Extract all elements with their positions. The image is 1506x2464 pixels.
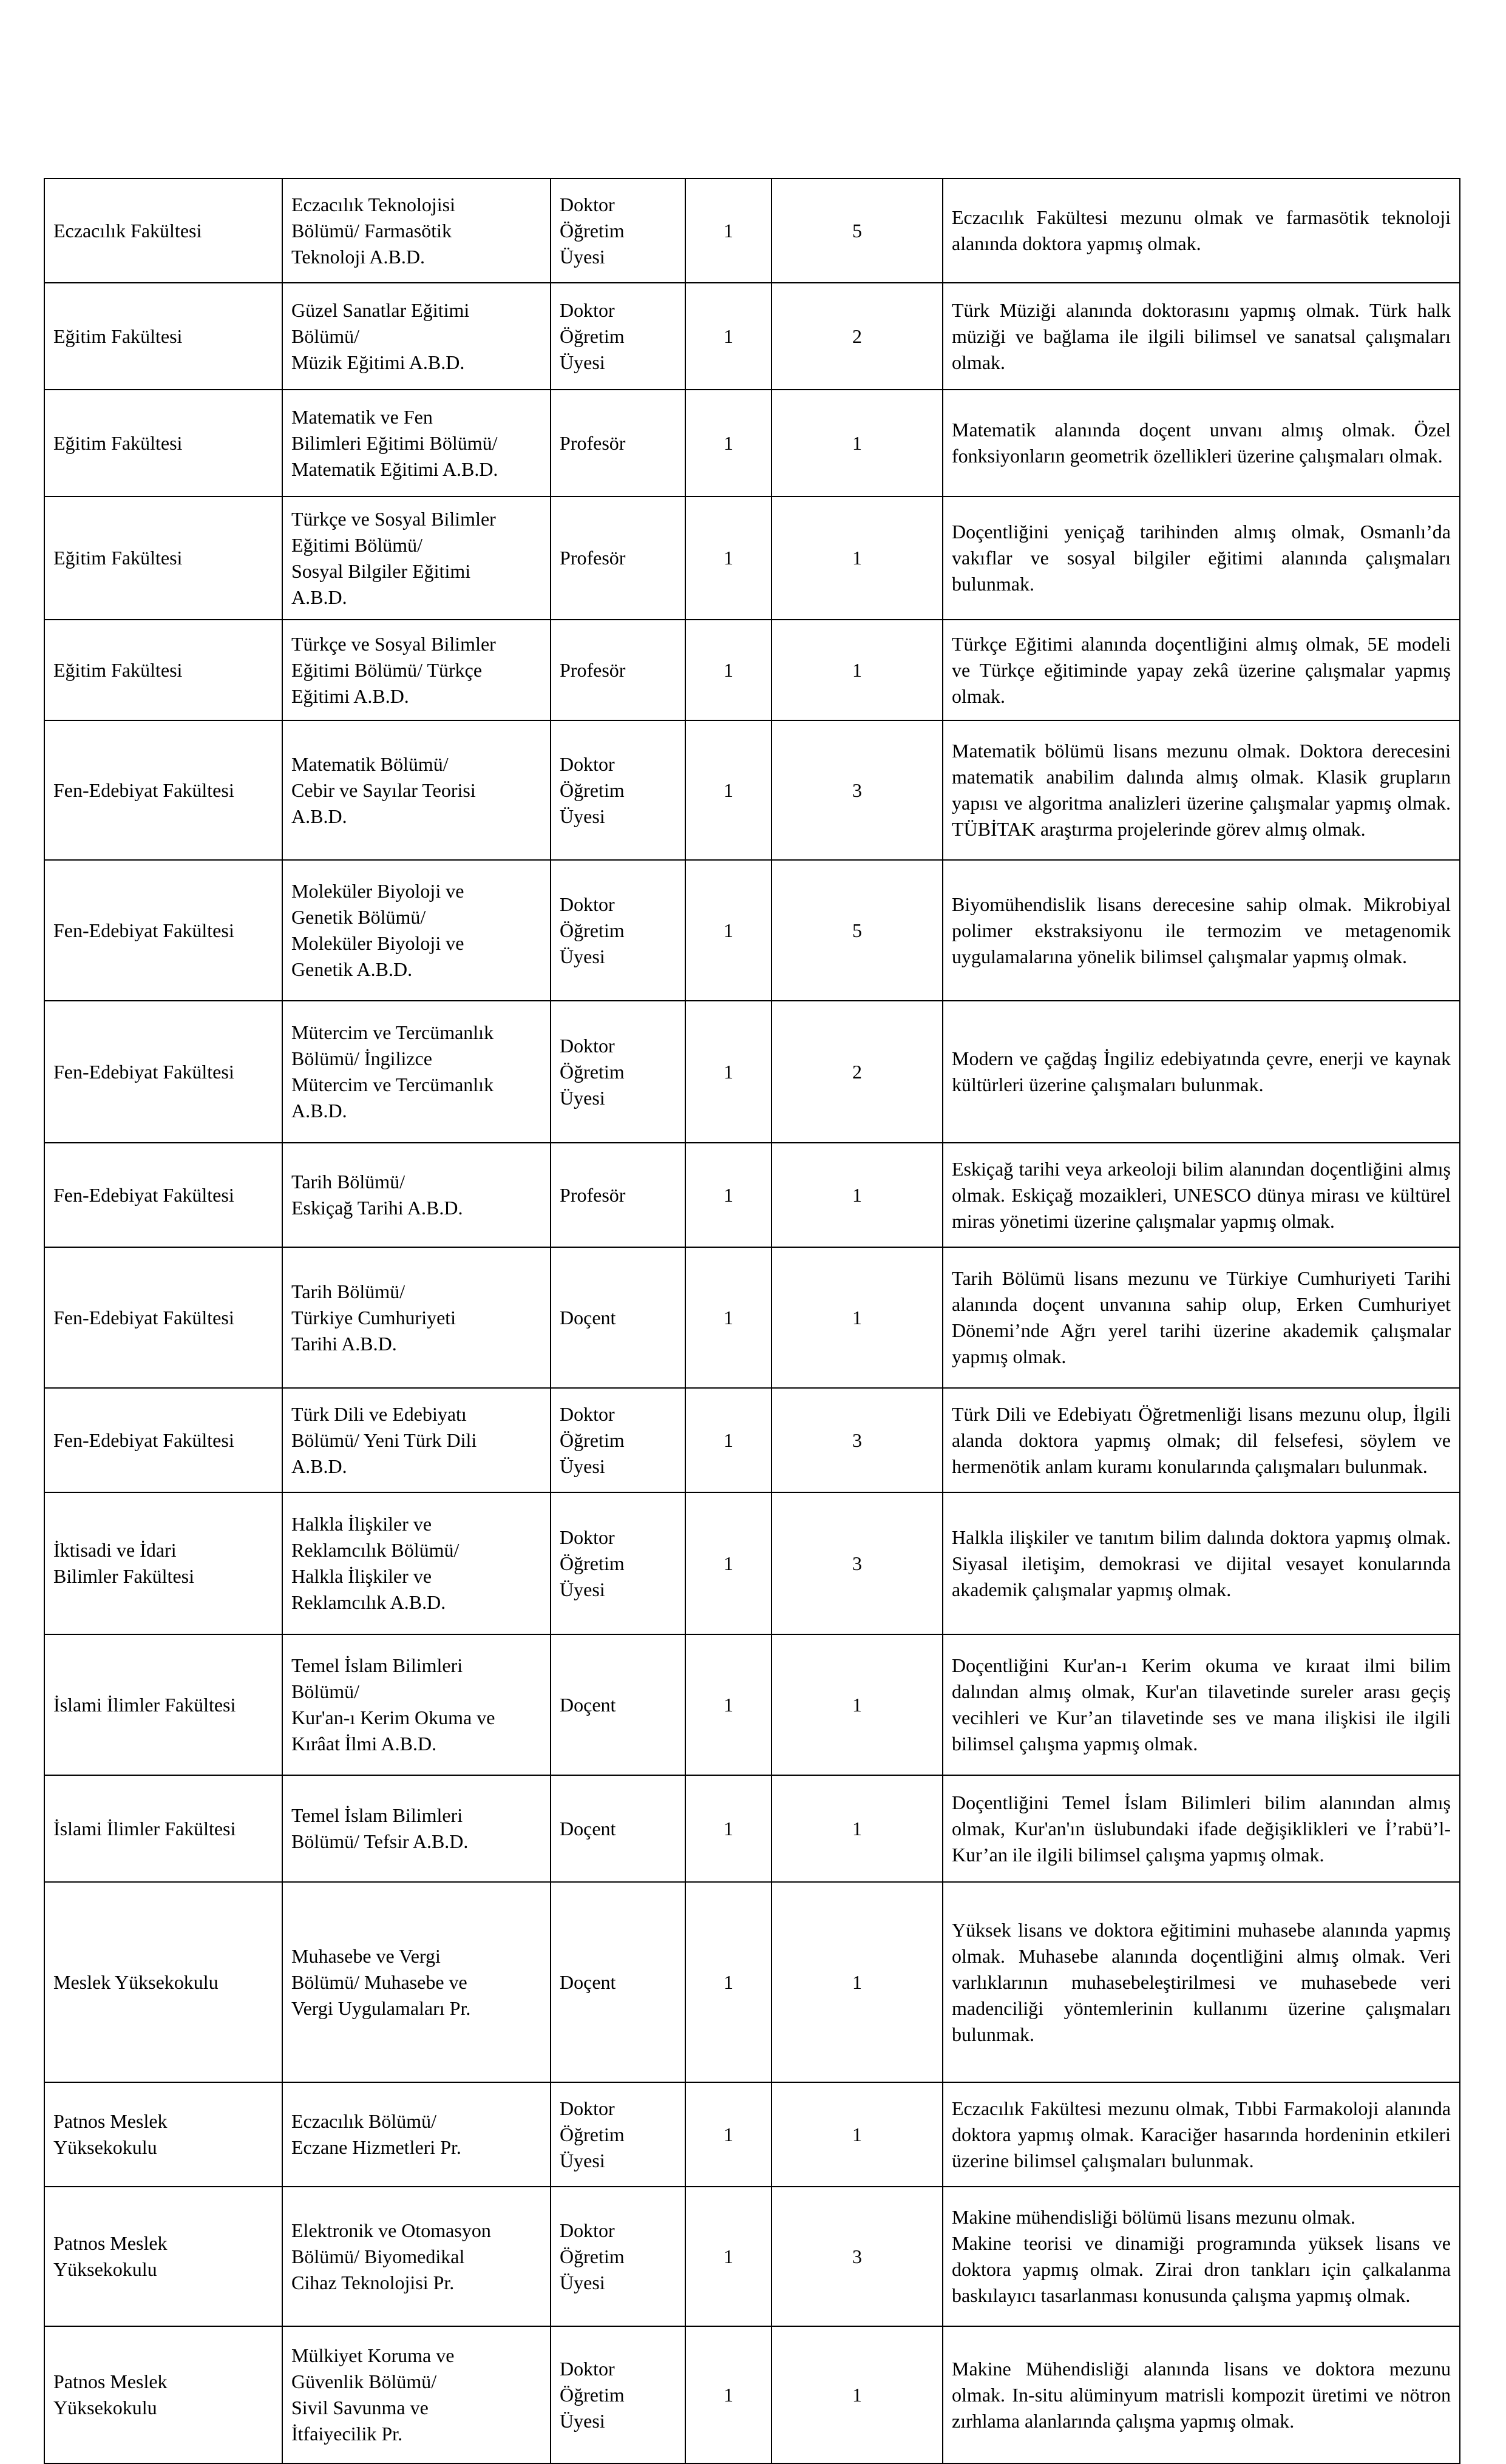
description-cell bbox=[943, 860, 1460, 1001]
title-cell bbox=[551, 2082, 685, 2187]
title-line: Öğretim bbox=[560, 1552, 625, 1574]
department-line: Mütercim ve Tercümanlık bbox=[291, 1074, 494, 1095]
title-line: Öğretim bbox=[560, 919, 625, 941]
table-row bbox=[44, 1247, 1460, 1388]
department-line: Cebir ve Sayılar Teorisi bbox=[291, 779, 476, 801]
description-cell bbox=[943, 1388, 1460, 1492]
description-line: Doçentliğini yeniçağ tarihinden almış olmak, Osmanlı’da vakıflar ve sosyal bilgiler eğitimi alanında çalışmaları bulunmak. bbox=[952, 521, 1451, 595]
department-cell bbox=[282, 390, 551, 496]
department-line: Moleküler Biyoloji ve bbox=[291, 880, 464, 902]
table-row bbox=[44, 1388, 1460, 1492]
count-cell-1: 1 bbox=[685, 178, 772, 283]
department-line: Kur'an-ı Kerim Okuma ve bbox=[291, 1707, 495, 1728]
table-row bbox=[44, 620, 1460, 720]
department-line: Genetik A.B.D. bbox=[291, 958, 413, 980]
department-line: Bölümü/ Farmasötik bbox=[291, 219, 452, 242]
table-body bbox=[44, 178, 1460, 2463]
description-cell bbox=[943, 178, 1460, 283]
faculty-cell bbox=[44, 720, 282, 860]
department-cell bbox=[282, 1247, 551, 1388]
title-cell bbox=[551, 620, 685, 720]
title-line: Üyesi bbox=[560, 1578, 605, 1600]
description-line: Eskiçağ tarihi veya arkeoloji bilim alanından doçentliğini almış olmak. Eskiçağ mozaikleri, UNESCO dünya mirası ve kültürel miras yönetimi üzerine çalışmalar yapmış olmak. bbox=[952, 1157, 1451, 1232]
title-line: Öğretim bbox=[560, 1429, 625, 1451]
department-cell bbox=[282, 1775, 551, 1882]
title-line: Doktor bbox=[560, 2357, 615, 2380]
table-row bbox=[44, 1882, 1460, 2082]
faculty-cell bbox=[44, 496, 282, 620]
description-cell bbox=[943, 1143, 1460, 1247]
department-line: Halkla İlişkiler ve bbox=[291, 1565, 432, 1587]
title-line: Doktor bbox=[560, 299, 615, 321]
count-cell-1: 1 bbox=[685, 390, 772, 496]
faculty-line: Patnos Meslek bbox=[53, 2110, 168, 2132]
title-line: Doktor bbox=[560, 893, 615, 915]
faculty-cell bbox=[44, 2187, 282, 2326]
description-cell bbox=[943, 1001, 1460, 1143]
department-cell bbox=[282, 720, 551, 860]
faculty-line: Eğitim Fakültesi bbox=[53, 432, 183, 454]
description-line: Halkla ilişkiler ve tanıtım bilim dalında doktora yapmış olmak. Siyasal iletişim, demokrasi ve dijital vesayet konularında akademik çalışmalar yapmış olmak. bbox=[952, 1526, 1451, 1600]
description-cell bbox=[943, 390, 1460, 496]
count-cell-1: 1 bbox=[685, 1775, 772, 1882]
department-line: Eskiçağ Tarihi A.B.D. bbox=[291, 1197, 463, 1219]
faculty-cell bbox=[44, 1634, 282, 1775]
department-line: Eczacılık Teknolojisi bbox=[291, 193, 455, 215]
title-cell bbox=[551, 1775, 685, 1882]
department-line: Mülkiyet Koruma ve bbox=[291, 2344, 455, 2366]
title-line: Öğretim bbox=[560, 325, 625, 347]
description-line: Türkçe Eğitimi alanında doçentliğini almış olmak, 5E modeli ve Türkçe eğitiminde yapay zekâ üzerine çalışmalar yapmış olmak. bbox=[952, 632, 1451, 707]
department-cell bbox=[282, 1001, 551, 1143]
table-row bbox=[44, 178, 1460, 283]
title-cell bbox=[551, 1247, 685, 1388]
department-line: Vergi Uygulamaları Pr. bbox=[291, 1997, 471, 2019]
count-cell-2: 2 bbox=[772, 1001, 943, 1143]
description-line: Makine teorisi ve dinamiği programında yüksek lisans ve doktora yapmış olmak. Zirai dron tankları için çalkalanma baskılayıcı tasarlanması konusunda çalışma yapmış olmak. bbox=[952, 2232, 1451, 2306]
faculty-line: Fen-Edebiyat Fakültesi bbox=[53, 919, 234, 941]
title-cell bbox=[551, 1634, 685, 1775]
faculty-line: Yüksekokulu bbox=[53, 2258, 157, 2280]
faculty-line: Eğitim Fakültesi bbox=[53, 547, 183, 569]
count-cell-2: 2 bbox=[772, 283, 943, 390]
faculty-line: İslami İlimler Fakültesi bbox=[53, 1693, 236, 1716]
count-cell-1: 1 bbox=[685, 1388, 772, 1492]
title-line: Öğretim bbox=[560, 2383, 625, 2406]
count-cell-1: 1 bbox=[685, 1492, 772, 1634]
faculty-line: Fen-Edebiyat Fakültesi bbox=[53, 1183, 234, 1206]
description-cell bbox=[943, 2187, 1460, 2326]
description-cell bbox=[943, 620, 1460, 720]
title-line: Doktor bbox=[560, 1034, 615, 1057]
department-line: Matematik ve Fen bbox=[291, 405, 433, 428]
title-line: Doktor bbox=[560, 2219, 615, 2241]
department-line: A.B.D. bbox=[291, 805, 347, 827]
description-line: Modern ve çağdaş İngiliz edebiyatında çevre, enerji ve kaynak kültürleri üzerine çalışmaları bulunmak. bbox=[952, 1048, 1451, 1095]
title-line: Doktor bbox=[560, 753, 615, 775]
description-line: Biyomühendislik lisans derecesine sahip olmak. Mikrobiyal polimer ekstraksiyonu ile termozim ve metagenomik uygulamalarına yönelik bilimsel çalışmalar yapmış olmak. bbox=[952, 893, 1451, 967]
description-cell bbox=[943, 2082, 1460, 2187]
staff-positions-table bbox=[44, 178, 1460, 2464]
faculty-cell bbox=[44, 1492, 282, 1634]
title-cell bbox=[551, 860, 685, 1001]
title-line: Profesör bbox=[560, 432, 626, 454]
count-cell-2: 1 bbox=[772, 2326, 943, 2463]
count-cell-2: 3 bbox=[772, 720, 943, 860]
title-line: Öğretim bbox=[560, 779, 625, 801]
title-line: Üyesi bbox=[560, 1455, 605, 1477]
count-cell-2: 1 bbox=[772, 390, 943, 496]
department-line: Kırâat İlmi A.B.D. bbox=[291, 1733, 437, 1755]
title-cell bbox=[551, 1143, 685, 1247]
faculty-cell bbox=[44, 283, 282, 390]
faculty-cell bbox=[44, 1775, 282, 1882]
department-line: Türkçe ve Sosyal Bilimler bbox=[291, 632, 496, 655]
table-row bbox=[44, 1001, 1460, 1143]
title-line: Doktor bbox=[560, 2097, 615, 2119]
count-cell-1: 1 bbox=[685, 1634, 772, 1775]
department-line: Elektronik ve Otomasyon bbox=[291, 2219, 491, 2241]
count-cell-2: 1 bbox=[772, 1775, 943, 1882]
faculty-line: Eğitim Fakültesi bbox=[53, 658, 183, 681]
department-line: Sivil Savunma ve bbox=[291, 2397, 429, 2418]
department-line: Tarih Bölümü/ bbox=[291, 1171, 405, 1193]
department-cell bbox=[282, 496, 551, 620]
faculty-line: İslami İlimler Fakültesi bbox=[53, 1817, 236, 1840]
department-line: Bölümü/ bbox=[291, 1680, 360, 1702]
department-cell bbox=[282, 178, 551, 283]
department-line: Halkla İlişkiler ve bbox=[291, 1513, 432, 1535]
description-line: Yüksek lisans ve doktora eğitimini muhasebe alanında yapmış olmak. Muhasebe alanında doçentliğini almış olmak. Veri varlıklarının muhasebeleştirilmesi ve muhasebede veri madenciliği yöntemlerinin kullanımı üzerine çalışmaları bulunmak. bbox=[952, 1918, 1451, 2045]
faculty-line: Yüksekokulu bbox=[53, 2136, 157, 2158]
table-row bbox=[44, 2187, 1460, 2326]
faculty-cell bbox=[44, 178, 282, 283]
description-line: Matematik alanında doçent unvanı almış olmak. Özel fonksiyonların geometrik özellikleri üzerine çalışmaları olmak. bbox=[952, 419, 1451, 467]
department-line: A.B.D. bbox=[291, 1100, 347, 1122]
table-row bbox=[44, 390, 1460, 496]
department-line: Eczacılık Bölümü/ bbox=[291, 2110, 437, 2132]
faculty-line: Fen-Edebiyat Fakültesi bbox=[53, 1429, 234, 1451]
title-cell bbox=[551, 1882, 685, 2082]
faculty-cell bbox=[44, 620, 282, 720]
department-line: Güzel Sanatlar Eğitimi bbox=[291, 299, 470, 321]
description-line: Makine mühendisliği bölümü lisans mezunu olmak. bbox=[952, 2206, 1355, 2228]
title-cell bbox=[551, 720, 685, 860]
count-cell-1: 1 bbox=[685, 860, 772, 1001]
count-cell-1: 1 bbox=[685, 2187, 772, 2326]
title-line: Doktor bbox=[560, 1403, 615, 1425]
department-line: Türk Dili ve Edebiyatı bbox=[291, 1403, 467, 1425]
count-cell-2: 1 bbox=[772, 620, 943, 720]
table-row bbox=[44, 2326, 1460, 2463]
department-line: Eczane Hizmetleri Pr. bbox=[291, 2136, 461, 2158]
faculty-line: Patnos Meslek bbox=[53, 2371, 168, 2392]
count-cell-1: 1 bbox=[685, 2082, 772, 2187]
description-cell bbox=[943, 496, 1460, 620]
department-line: A.B.D. bbox=[291, 1455, 347, 1477]
department-cell bbox=[282, 2082, 551, 2187]
table-row bbox=[44, 1775, 1460, 1882]
department-line: Türkçe ve Sosyal Bilimler bbox=[291, 507, 496, 530]
department-line: Moleküler Biyoloji ve bbox=[291, 932, 464, 954]
faculty-line: İktisadi ve İdari bbox=[53, 1539, 177, 1561]
faculty-line: Patnos Meslek bbox=[53, 2232, 168, 2254]
title-line: Üyesi bbox=[560, 245, 605, 268]
count-cell-1: 1 bbox=[685, 620, 772, 720]
count-cell-2: 1 bbox=[772, 1143, 943, 1247]
title-cell bbox=[551, 2326, 685, 2463]
title-cell bbox=[551, 178, 685, 283]
title-line: Doçent bbox=[560, 1693, 616, 1716]
table-row bbox=[44, 2082, 1460, 2187]
faculty-cell bbox=[44, 1247, 282, 1388]
department-cell bbox=[282, 2187, 551, 2326]
count-cell-1: 1 bbox=[685, 283, 772, 390]
faculty-cell bbox=[44, 1001, 282, 1143]
faculty-cell bbox=[44, 860, 282, 1001]
table-row bbox=[44, 283, 1460, 390]
count-cell-2: 5 bbox=[772, 860, 943, 1001]
faculty-line: Yüksekokulu bbox=[53, 2397, 157, 2418]
title-cell bbox=[551, 1001, 685, 1143]
title-line: Doktor bbox=[560, 1526, 615, 1548]
description-cell bbox=[943, 1247, 1460, 1388]
title-line: Üyesi bbox=[560, 2149, 605, 2171]
count-cell-2: 3 bbox=[772, 1492, 943, 1634]
description-line: Tarih Bölümü lisans mezunu ve Türkiye Cumhuriyeti Tarihi alanında doçent unvanına sahip olup, Erken Cumhuriyet Dönemi’nde Ağrı yerel tarihi üzerine akademik çalışmalar yapmış olmak. bbox=[952, 1267, 1451, 1367]
description-cell bbox=[943, 283, 1460, 390]
count-cell-2: 1 bbox=[772, 2082, 943, 2187]
faculty-line: Eczacılık Fakültesi bbox=[53, 219, 202, 242]
department-line: Bölümü/ Biyomedikal bbox=[291, 2245, 465, 2267]
department-cell bbox=[282, 860, 551, 1001]
faculty-cell bbox=[44, 1143, 282, 1247]
title-line: Üyesi bbox=[560, 351, 605, 373]
title-line: Profesör bbox=[560, 547, 626, 569]
count-cell-1: 1 bbox=[685, 1247, 772, 1388]
count-cell-2: 1 bbox=[772, 1882, 943, 2082]
title-line: Profesör bbox=[560, 658, 626, 681]
department-line: Bilimleri Eğitimi Bölümü/ bbox=[291, 432, 498, 454]
count-cell-1: 1 bbox=[685, 496, 772, 620]
faculty-line: Fen-Edebiyat Fakültesi bbox=[53, 1060, 234, 1083]
description-cell bbox=[943, 720, 1460, 860]
description-line: Eczacılık Fakültesi mezunu olmak, Tıbbi Farmakoloji alanında doktora yapmış olmak. Karaciğer hasarında hordeninin etkileri üzerine bilimsel çalışmaları bulunmak. bbox=[952, 2097, 1451, 2171]
faculty-line: Fen-Edebiyat Fakültesi bbox=[53, 1306, 234, 1328]
department-line: Bölümü/ Yeni Türk Dili bbox=[291, 1429, 477, 1451]
title-line: Doçent bbox=[560, 1306, 616, 1328]
faculty-cell bbox=[44, 1388, 282, 1492]
department-line: Tarih Bölümü/ bbox=[291, 1280, 405, 1302]
department-line: Matematik Eğitimi A.B.D. bbox=[291, 458, 498, 480]
title-line: Doçent bbox=[560, 1971, 616, 1993]
document-page bbox=[44, 178, 1459, 2464]
table-row bbox=[44, 496, 1460, 620]
faculty-line: Fen-Edebiyat Fakültesi bbox=[53, 779, 234, 801]
department-cell bbox=[282, 1388, 551, 1492]
department-line: Temel İslam Bilimleri bbox=[291, 1804, 463, 1826]
title-line: Üyesi bbox=[560, 2271, 605, 2293]
faculty-cell bbox=[44, 2082, 282, 2187]
department-line: Matematik Bölümü/ bbox=[291, 753, 449, 775]
table-row bbox=[44, 720, 1460, 860]
count-cell-1: 1 bbox=[685, 1143, 772, 1247]
department-line: Reklamcılık Bölümü/ bbox=[291, 1539, 460, 1561]
department-cell bbox=[282, 1882, 551, 2082]
faculty-line: Eğitim Fakültesi bbox=[53, 325, 183, 347]
department-line: Temel İslam Bilimleri bbox=[291, 1654, 463, 1676]
description-cell bbox=[943, 1634, 1460, 1775]
department-cell bbox=[282, 2326, 551, 2463]
count-cell-2: 3 bbox=[772, 2187, 943, 2326]
title-line: Öğretim bbox=[560, 219, 625, 242]
description-line: Makine Mühendisliği alanında lisans ve doktora mezunu olmak. In-situ alüminyum matrisli kompozit üretimi ve nötron zırhlama alanlarında çalışma yapmış olmak. bbox=[952, 2357, 1451, 2432]
department-line: Bölümü/ bbox=[291, 325, 360, 347]
department-line: A.B.D. bbox=[291, 586, 347, 608]
department-cell bbox=[282, 620, 551, 720]
faculty-line: Meslek Yüksekokulu bbox=[53, 1971, 219, 1993]
title-line: Öğretim bbox=[560, 2123, 625, 2145]
department-line: Tarihi A.B.D. bbox=[291, 1332, 397, 1355]
title-cell bbox=[551, 496, 685, 620]
title-line: Öğretim bbox=[560, 1060, 625, 1083]
title-line: Üyesi bbox=[560, 805, 605, 827]
count-cell-1: 1 bbox=[685, 1001, 772, 1143]
department-line: Eğitimi Bölümü/ bbox=[291, 533, 423, 556]
department-line: Teknoloji A.B.D. bbox=[291, 245, 425, 268]
department-line: Mütercim ve Tercümanlık bbox=[291, 1021, 494, 1043]
department-line: Müzik Eğitimi A.B.D. bbox=[291, 351, 465, 373]
department-line: Eğitimi A.B.D. bbox=[291, 685, 409, 707]
faculty-cell bbox=[44, 1882, 282, 2082]
description-cell bbox=[943, 2326, 1460, 2463]
count-cell-2: 1 bbox=[772, 1634, 943, 1775]
department-line: Bölümü/ İngilizce bbox=[291, 1048, 432, 1069]
department-line: Türkiye Cumhuriyeti bbox=[291, 1306, 456, 1328]
department-line: Bölümü/ Tefsir A.B.D. bbox=[291, 1830, 469, 1852]
title-cell bbox=[551, 1388, 685, 1492]
title-cell bbox=[551, 283, 685, 390]
count-cell-1: 1 bbox=[685, 720, 772, 860]
title-line: Üyesi bbox=[560, 945, 605, 967]
description-line: Eczacılık Fakültesi mezunu olmak ve farmasötik teknoloji alanında doktora yapmış olmak. bbox=[952, 206, 1451, 254]
title-cell bbox=[551, 1492, 685, 1634]
count-cell-2: 5 bbox=[772, 178, 943, 283]
description-line: Doçentliğini Temel İslam Bilimleri bilim alanından almış olmak, Kur'an'ın üslubundaki ifade değişiklikleri ve İ’rabü’l-Kur’an ile ilgili bilimsel çalışma yapmış olmak. bbox=[952, 1791, 1451, 1866]
description-cell bbox=[943, 1882, 1460, 2082]
department-cell bbox=[282, 283, 551, 390]
count-cell-1: 1 bbox=[685, 2326, 772, 2463]
title-line: Üyesi bbox=[560, 2409, 605, 2432]
count-cell-2: 1 bbox=[772, 1247, 943, 1388]
department-line: Sosyal Bilgiler Eğitimi bbox=[291, 560, 471, 582]
title-line: Doktor bbox=[560, 193, 615, 215]
title-line: Üyesi bbox=[560, 1086, 605, 1109]
table-row bbox=[44, 1634, 1460, 1775]
count-cell-2: 1 bbox=[772, 496, 943, 620]
count-cell-1: 1 bbox=[685, 1882, 772, 2082]
department-line: Güvenlik Bölümü/ bbox=[291, 2371, 437, 2392]
department-line: İtfaiyecilik Pr. bbox=[291, 2423, 403, 2445]
title-line: Doçent bbox=[560, 1817, 616, 1840]
faculty-line: Bilimler Fakültesi bbox=[53, 1565, 194, 1587]
description-line: Türk Müziği alanında doktorasını yapmış olmak. Türk halk müziği ve bağlama ile ilgili bilimsel ve sanatsal çalışmaları olmak. bbox=[952, 299, 1451, 373]
title-cell bbox=[551, 2187, 685, 2326]
table-row bbox=[44, 1492, 1460, 1634]
description-cell bbox=[943, 1775, 1460, 1882]
department-line: Muhasebe ve Vergi bbox=[291, 1944, 441, 1967]
count-cell-2: 3 bbox=[772, 1388, 943, 1492]
department-line: Cihaz Teknolojisi Pr. bbox=[291, 2271, 455, 2293]
description-line: Doçentliğini Kur'an-ı Kerim okuma ve kıraat ilmi bilim dalından almış olmak, Kur'an tilavetinde sureler arası geçiş vecihleri ve Kur’an tilavetinde ses ve mana ilişkisi ile ilgili bilimsel çalışma yapmış olmak. bbox=[952, 1654, 1451, 1755]
department-line: Eğitimi Bölümü/ Türkçe bbox=[291, 658, 483, 681]
faculty-cell bbox=[44, 390, 282, 496]
table-row bbox=[44, 860, 1460, 1001]
department-line: Bölümü/ Muhasebe ve bbox=[291, 1971, 467, 1993]
title-line: Öğretim bbox=[560, 2245, 625, 2267]
department-cell bbox=[282, 1143, 551, 1247]
faculty-cell bbox=[44, 2326, 282, 2463]
title-cell bbox=[551, 390, 685, 496]
description-cell bbox=[943, 1492, 1460, 1634]
department-line: Reklamcılık A.B.D. bbox=[291, 1591, 446, 1613]
description-line: Matematik bölümü lisans mezunu olmak. Doktora derecesini matematik anabilim dalında almış olmak. Klasik grupların yapısı ve algoritma analizleri üzerine çalışmalar yapmış olmak. TÜBİTAK araştırma projelerinde görev almış olmak. bbox=[952, 740, 1451, 840]
department-cell bbox=[282, 1634, 551, 1775]
description-line: Türk Dili ve Edebiyatı Öğretmenliği lisans mezunu olup, İlgili alanda doktora yapmış olmak; dil felsefesi, söylem ve hermenötik anlam kuramı konularında çalışmaları bulunmak. bbox=[952, 1403, 1451, 1477]
title-line: Profesör bbox=[560, 1183, 626, 1206]
table-row bbox=[44, 1143, 1460, 1247]
department-line: Genetik Bölümü/ bbox=[291, 906, 426, 928]
department-cell bbox=[282, 1492, 551, 1634]
